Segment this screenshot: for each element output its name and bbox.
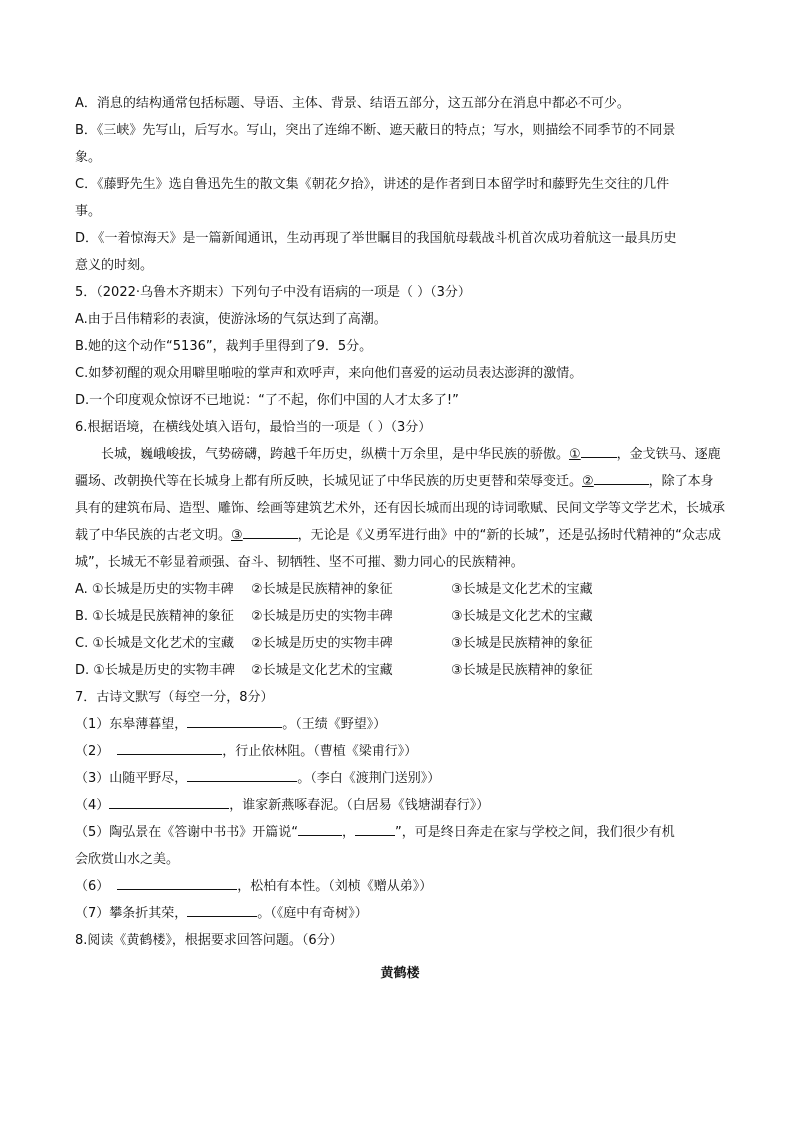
q7-blank-5a[interactable] (298, 821, 342, 836)
q6-passage (75, 441, 725, 576)
q7-item-1 (75, 711, 725, 738)
q7-item-7-pre: （7）攀条折其荣， (75, 906, 188, 921)
q6-passage-part4: ，无论是《义勇军进行曲》中的“新的长城”，还是弘扬时代精神的“众志成城”，长城无不彰显着顽强、奋斗、韧牺牲、坚不可摧、勠力同心的民族精神。 (75, 528, 721, 570)
q6-option-c-col3: ③长城是民族精神的象征 (451, 636, 593, 651)
q6-stem: 6.根据语境，在横线处填入语句，最恰当的一项是（ ）（3分） (75, 420, 432, 435)
q7-item-5-pre: （5）陶弘景在《答谢中书书》开篇说“ (75, 825, 299, 840)
q7-item-3-pre: （3）山随平野尽， (75, 771, 188, 786)
q8-poem-title: 黄鹤楼 (380, 966, 420, 981)
q6-passage-part1: 长城，巍峨峻拔，气势磅礴，跨越千年历史，纵横十万余里，是中华民族的骄傲。 (101, 447, 570, 462)
q4-option-c-line2: 事。 (75, 204, 102, 219)
q7-item-5-mid: ， (342, 825, 356, 840)
q7-item-3-post: 。（李白《渡荆门送别》） (297, 771, 441, 786)
q7-item-2-post: ，行止依林阻。（曹植《梁甫行》） (222, 744, 418, 759)
q6-blank-2 (594, 470, 649, 485)
q6-option-b-col2: ②长城是历史的实物丰碑 (251, 609, 393, 624)
q6-blank-2-marker: ② (582, 474, 594, 489)
q7-item-5-post: ”，可是终日奔走在家与学校之间，我们很少有机 (395, 825, 675, 840)
q7-item-5-line2: 会欣赏山水之美。 (75, 852, 180, 867)
q6-option-d-col3: ③长城是民族精神的象征 (451, 663, 593, 678)
q7-blank-5b[interactable] (355, 821, 395, 836)
q6-blank-3-marker: ③ (231, 528, 243, 543)
q4-option-d-line2: 意义的时刻。 (75, 258, 154, 273)
q6-passage-part3: ，除了本身具有的建筑布局、造型、雕饰、绘画等建筑艺术外，还有因长城而出现的诗词歌赋、民间文学等文学艺术，长城承载了中华民族的古老文明。 (75, 474, 726, 543)
q6-option-a (75, 576, 725, 603)
q4-option-c-line1: C．《藤野先生》选自鲁迅先生的散文集《朝花夕拾》，讲述的是作者到日本留学时和藤野先生交往的几件 (75, 177, 670, 192)
q6-option-b-col1: B. ①长城是民族精神的象征 (75, 609, 234, 624)
q4-option-b-line2: 象。 (75, 150, 102, 165)
q6-blank-3 (243, 524, 298, 539)
q6-option-a-col2: ②长城是民族精神的象征 (251, 582, 393, 597)
q4-option-d-line1: D．《一着惊海天》是一篇新闻通讯，生动再现了举世瞩目的我国航母载战斗机首次成功着航这一最具历史 (75, 231, 677, 246)
q7-item-7 (75, 900, 725, 927)
q7-blank-3[interactable] (187, 767, 297, 782)
q7-item-4-pre: （4） (75, 798, 110, 813)
exam-page (75, 90, 725, 987)
q5-option-d: D.一个印度观众惊讶不已地说：“了不起，你们中国的人才太多了!” (75, 393, 459, 408)
q7-blank-2[interactable] (117, 740, 222, 755)
q6-passage-part2: ，金戈铁马、逐鹿疆场、改朝换代等在长城身上都有所反映，长城见证了中华民族的历史更替和荣辱变迁。 (75, 447, 721, 489)
q6-option-c-col2: ②长城是历史的实物丰碑 (251, 636, 393, 651)
q6-blank-1-marker: ① (569, 447, 581, 462)
q7-stem: 7．古诗文默写（每空一分，8分） (75, 690, 274, 705)
q6-option-d (75, 657, 725, 684)
q5-option-c: C.如梦初醒的观众用噼里啪啦的掌声和欢呼声，来向他们喜爱的运动员表达澎湃的激情。 (75, 366, 583, 381)
q4-option-b-line1: B．《三峡》先写山，后写水。写山，突出了连绵不断、遮天蔽日的特点；写水，则描绘不同季节的不同景 (75, 123, 676, 138)
q6-option-c (75, 630, 725, 657)
q5-option-a: A.由于吕伟精彩的表演，使游泳场的气氛达到了高潮。 (75, 312, 387, 327)
q4-option-a: A．消息的结构通常包括标题、导语、主体、背景、结语五部分，这五部分在消息中都必不可少。 (75, 96, 630, 111)
q6-option-a-col1: A. ①长城是历史的实物丰碑 (75, 582, 234, 597)
q5-stem: 5．（2022·乌鲁木齐期末）下列句子中没有语病的一项是（ ）（3分） (75, 285, 471, 300)
q7-blank-4[interactable] (109, 794, 229, 809)
q6-option-a-col3: ③长城是文化艺术的宝藏 (451, 582, 593, 597)
q7-item-4-post: ，谁家新燕啄春泥。（白居易《钱塘湖春行》） (229, 798, 490, 813)
q7-blank-6[interactable] (117, 875, 237, 890)
q7-item-2-pre: （2） (75, 744, 110, 759)
q6-option-d-col1: D. ①长城是历史的实物丰碑 (75, 663, 235, 678)
q6-option-d-col2: ②长城是文化艺术的宝藏 (251, 663, 393, 678)
q6-option-c-col1: C. ①长城是文化艺术的宝藏 (75, 636, 234, 651)
q7-item-3 (75, 765, 725, 792)
q7-blank-1[interactable] (187, 713, 282, 728)
q7-item-4 (75, 792, 725, 819)
q7-item-6-pre: （6） (75, 879, 110, 894)
q7-item-5 (75, 819, 725, 846)
q6-option-b (75, 603, 725, 630)
q6-blank-1 (581, 443, 617, 458)
q5-option-b: B.她的这个动作“5136”，裁判手里得到了9．5分。 (75, 339, 373, 354)
q7-item-6-post: ，松柏有本性。（刘桢《赠从弟》） (237, 879, 433, 894)
q7-item-1-pre: （1）东皋薄暮望， (75, 717, 188, 732)
q6-option-b-col3: ③长城是文化艺术的宝藏 (451, 609, 593, 624)
q7-blank-7[interactable] (187, 902, 257, 917)
q7-item-6 (75, 873, 725, 900)
q7-item-7-post: 。（《庭中有奇树》） (257, 906, 368, 921)
q8-stem: 8.阅读《黄鹤楼》，根据要求回答问题。（6分） (75, 933, 343, 948)
q7-item-2 (75, 738, 725, 765)
q7-item-1-post: 。（王绩《野望》） (282, 717, 387, 732)
